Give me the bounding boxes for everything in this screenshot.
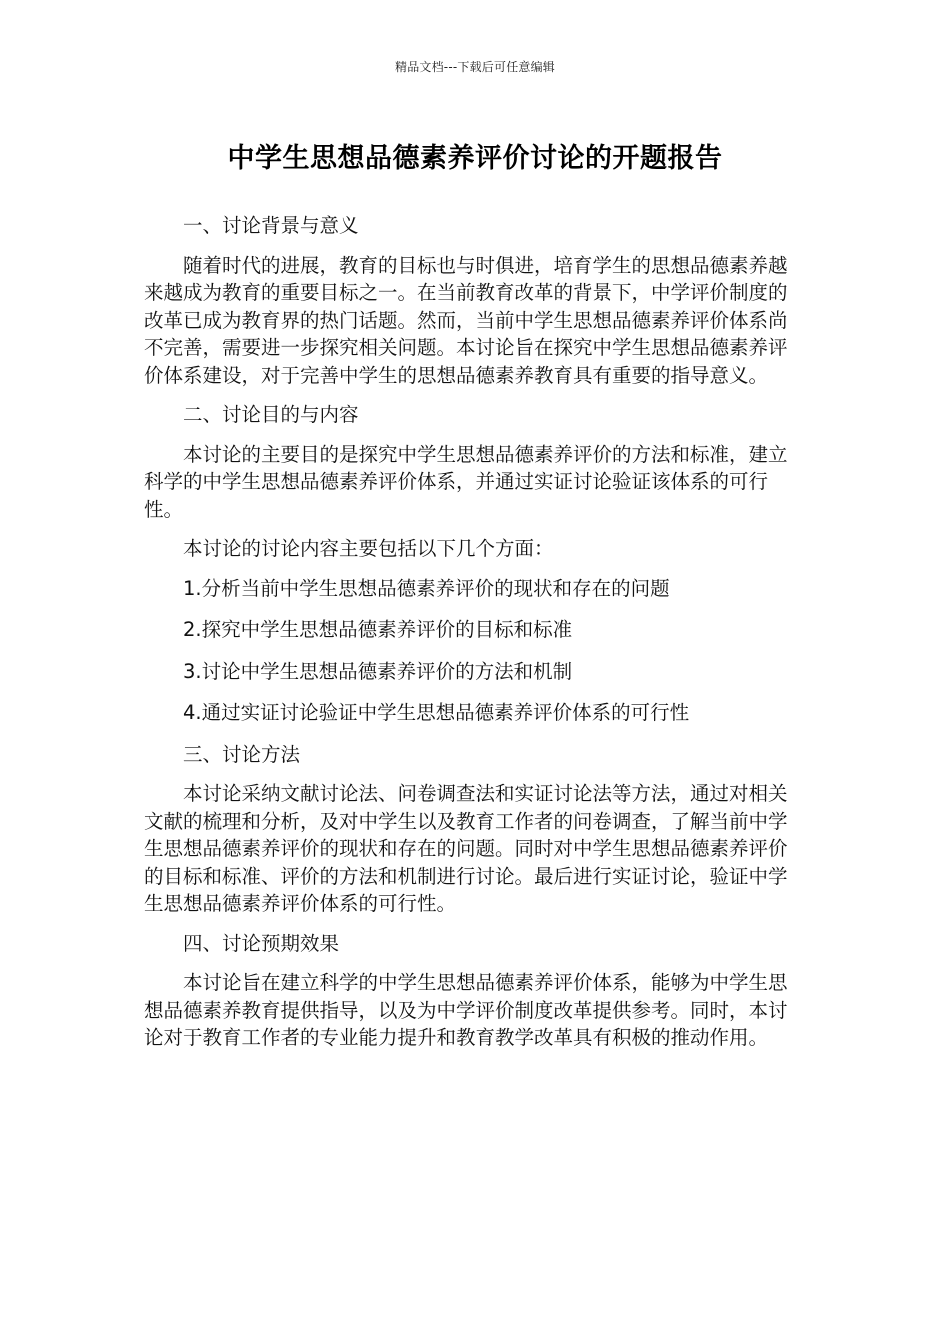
list-item: 4.通过实证讨论验证中学生思想品德素养评价体系的可行性: [183, 701, 690, 724]
header-note: 精品文档---下载后可任意编辑: [395, 60, 555, 74]
section-heading-background: 一、讨论背景与意义: [183, 214, 359, 237]
paragraph-methods: 本讨论采纳文献讨论法、问卷调查法和实证讨论法等方法，通过对相关文献的梳理和分析，及对中学生以及教育工作者的问卷调查，了解当前中学生思想品德素养评价的现状和存在的问题。同时对中学生思想品德素养评价的目标和标准、评价的方法和机制进行讨论。最后进行实证讨论，验证中学生思想品德素养评价体系的可行性。: [144, 782, 788, 915]
document-title: 中学生思想品德素养评价讨论的开题报告: [227, 143, 723, 174]
paragraph-background: 随着时代的进展，教育的目标也与时俱进，培育学生的思想品德素养越来越成为教育的重要目标之一。在当前教育改革的背景下，中学评价制度的改革已成为教育界的热门话题。然而，当前中学生思想品德素养评价体系尚不完善，需要进一步探究相关问题。本讨论旨在探究中学生思想品德素养评价体系建设，对于完善中学生的思想品德素养教育具有重要的指导意义。: [144, 253, 788, 387]
list-item: 2.探究中学生思想品德素养评价的目标和标准: [183, 618, 573, 641]
section-heading-methods: 三、讨论方法: [183, 742, 301, 766]
document-body: [144, 212, 792, 1064]
paragraph-purpose: 本讨论的主要目的是探究中学生思想品德素养评价的方法和标准，建立科学的中学生思想品德素养评价体系，并通过实证讨论验证该体系的可行性。: [144, 442, 788, 521]
section-heading-purpose: 二、讨论目的与内容: [183, 403, 359, 426]
paragraph-expected-results: 本讨论旨在建立科学的中学生思想品德素养评价体系，能够为中学生思想品德素养教育提供指导，以及为中学评价制度改革提供参考。同时，本讨论对于教育工作者的专业能力提升和教育教学改革具有积极的推动作用。: [144, 971, 788, 1049]
section-heading-expected-results: 四、讨论预期效果: [183, 931, 340, 955]
list-item: 1.分析当前中学生思想品德素养评价的现状和存在的问题: [183, 576, 670, 600]
paragraph-content-intro: 本讨论的讨论内容主要包括以下几个方面：: [183, 537, 554, 560]
list-item: 3.讨论中学生思想品德素养评价的方法和机制: [183, 659, 573, 683]
